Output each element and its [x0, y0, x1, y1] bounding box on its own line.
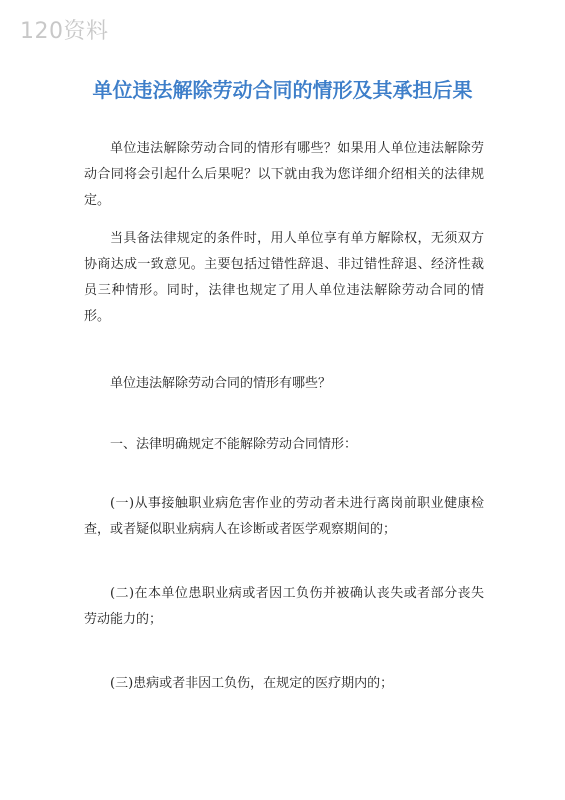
paragraph	[84, 226, 484, 330]
paragraph-text: (三)患病或者非因工负伤，在规定的医疗期内的；	[110, 676, 394, 691]
paragraph	[84, 136, 484, 214]
paragraph-text: 单位违法解除劳动合同的情形有哪些？	[110, 376, 332, 391]
document-title: 单位违法解除劳动合同的情形及其承担后果	[92, 78, 473, 102]
paragraph-text: 单位违法解除劳动合同的情形有哪些？如果用人单位违法解除劳动合同将会引起什么后果呢？以下就由我为您详细介绍相关的法律规定。	[84, 141, 484, 208]
watermark-logo: 120资料	[20, 19, 109, 44]
list-item	[84, 581, 484, 633]
paragraph-text: 一、法律明确规定不能解除劳动合同情形：	[110, 437, 358, 452]
paragraph-text: 当具备法律规定的条件时，用人单位享有单方解除权，无须双方协商达成一致意见。主要包括过错性辞退、非过错性辞退、经济性裁员三种情形。同时，法律也规定了用人单位违法解除劳动合同的情形。	[84, 231, 484, 324]
list-item	[84, 491, 484, 543]
section-heading	[84, 432, 484, 458]
section-question	[84, 371, 484, 397]
list-item	[84, 671, 484, 697]
paragraph-text: (一)从事接触职业病危害作业的劳动者未进行离岗前职业健康检查，或者疑似职业病病人在诊断或者医学观察期间的；	[84, 496, 484, 537]
paragraph-text: (二)在本单位患职业病或者因工负伤并被确认丧失或者部分丧失劳动能力的；	[84, 586, 484, 627]
